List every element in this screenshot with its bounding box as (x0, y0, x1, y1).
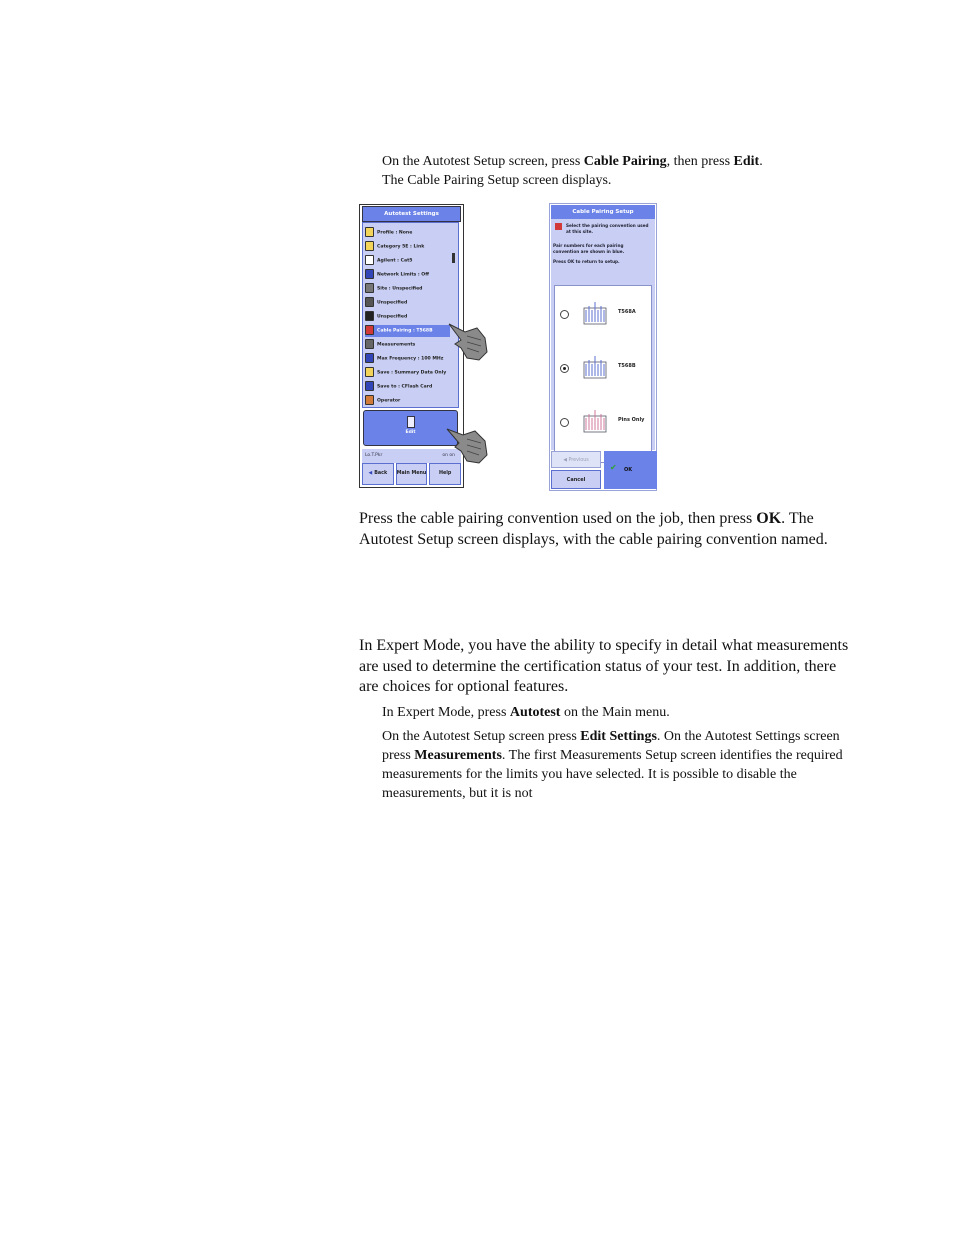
agilent-icon (365, 255, 374, 265)
menu-item-label: Save to : CFlash Card (377, 384, 433, 390)
previous-button[interactable]: ◀ Previous (551, 451, 601, 468)
network-icon (365, 269, 374, 279)
instruction-1: Select the pairing convention used at this site. (566, 223, 649, 234)
cable-pairing-icon (555, 223, 562, 230)
category-icon (365, 241, 374, 251)
step-result: The Cable Pairing Setup screen displays. (382, 173, 612, 188)
option-t568a[interactable]: T568A (560, 294, 650, 334)
cable-pairing-title: Cable Pairing Setup (551, 205, 655, 219)
option-pins-only[interactable]: Pins Only (560, 402, 650, 442)
instruction-2: Pair numbers for each pairing convention are shown in blue. (553, 243, 625, 254)
cancel-button[interactable]: Cancel (551, 470, 601, 489)
edit-settings-term: Edit Settings (580, 729, 657, 744)
menu-item[interactable] (365, 283, 450, 295)
ok-term: OK (756, 510, 782, 527)
pointing-hand-icon-2 (445, 421, 489, 465)
unspecified-icon (365, 297, 374, 307)
scrollbar-thumb[interactable] (452, 253, 455, 263)
back-arrow-icon: ◀ (368, 471, 373, 476)
autotest-settings-title: Autotest Settings (362, 206, 461, 222)
ok-button[interactable]: ✔ OK (604, 451, 657, 489)
menu-item[interactable] (365, 227, 450, 239)
pencil-icon (407, 416, 415, 428)
menu-item-label: Max Frequency : 100 MHz (377, 356, 444, 362)
cable-pairing-buttons (551, 451, 655, 489)
cable-pairing-setup-screenshot (549, 203, 657, 491)
checkmark-icon: ✔ (610, 463, 617, 472)
menu-item-label: Profile : None (377, 230, 413, 236)
menu-item[interactable] (365, 325, 450, 337)
save-icon (365, 367, 374, 377)
menu-item-label: Unspecified (377, 314, 408, 320)
step-cable-pairing: On the Autotest Setup screen, press Cable Pairing, then press Edit. The Cable Pairing Setup screen displays. (382, 154, 763, 188)
menu-item[interactable] (365, 269, 450, 281)
menu-item-label: Unspecified (377, 300, 408, 306)
rj45-jack-icon (582, 298, 608, 328)
menu-item-label: Measurements (377, 342, 416, 348)
paragraph-expert-mode: In Expert Mode, you have the ability to specify in detail what measurements are used to determine the certification status of your test. In addition, there are choices for optional features. (359, 637, 849, 695)
edit-button[interactable]: Edit (363, 410, 458, 446)
operator-icon (365, 395, 374, 405)
measurements-term: Measurements (414, 748, 502, 763)
menu-item[interactable] (365, 395, 450, 407)
menu-item[interactable] (365, 353, 450, 365)
instruction-3: Press OK to return to setup. (553, 259, 620, 264)
paragraph-press-convention: Press the cable pairing convention used on the job, then press OK. The Autotest Setup screen displays, with the cable pairing convention named. (359, 510, 828, 548)
back-button[interactable]: ◀ Back (362, 463, 394, 485)
radio-button[interactable] (560, 418, 569, 427)
menu-item-label: Category 5E : Link (377, 244, 425, 250)
autotest-term: Autotest (509, 705, 561, 720)
status-right: on on (442, 453, 455, 458)
menu-item[interactable] (365, 311, 450, 323)
radio-button[interactable] (560, 310, 569, 319)
help-button[interactable]: Help (429, 463, 461, 485)
profile-icon (365, 227, 374, 237)
cable-pairing-term: Cable Pairing (583, 154, 667, 169)
rj45-jack-icon (582, 352, 608, 382)
menu-item[interactable] (365, 297, 450, 309)
rj45-jack-icon (582, 406, 608, 436)
menu-item-label: Operator (377, 398, 401, 404)
option-t568b[interactable]: T568B (560, 348, 650, 388)
menu-item-label: Network Limits : Off (377, 272, 429, 278)
autotest-settings-menu (362, 222, 459, 408)
menu-item[interactable] (365, 367, 450, 379)
menu-item[interactable] (365, 241, 450, 253)
menu-item-label: Save : Summary Data Only (377, 370, 447, 376)
site-icon (365, 283, 374, 293)
menu-item-label: Site : Unspecified (377, 286, 423, 292)
menu-item-label: Agilent : Cat5 (377, 258, 413, 264)
menu-item[interactable] (365, 339, 450, 351)
main-menu-button[interactable]: Main Menu (396, 463, 428, 485)
pointing-hand-icon (447, 318, 489, 362)
previous-arrow-icon: ◀ (563, 458, 569, 463)
menu-item[interactable] (365, 381, 450, 393)
nav-row (362, 463, 461, 485)
save-to-icon (365, 381, 374, 391)
frequency-icon (365, 353, 374, 363)
step-autotest: In Expert Mode, press Autotest on the Main menu. (382, 705, 670, 720)
unspecified-icon (365, 311, 374, 321)
measurements-icon (365, 339, 374, 349)
edit-term: Edit (733, 154, 760, 169)
cable-pairing-icon (365, 325, 374, 335)
cable-pairing-body (551, 219, 655, 450)
status-left: Lo.T.Pkr (365, 453, 383, 458)
step-measurements: On the Autotest Setup screen press Edit Settings. On the Autotest Settings screen press Measurements. The first Measurements Setup screen identifies the required measurements for the limits you have selected. It is possible to disable the measurements, but it is not (382, 729, 843, 801)
radio-button-selected[interactable] (560, 364, 569, 373)
pairing-options-list (554, 285, 652, 463)
menu-item[interactable] (365, 255, 450, 267)
menu-item-label: Cable Pairing : T568B (377, 328, 433, 334)
